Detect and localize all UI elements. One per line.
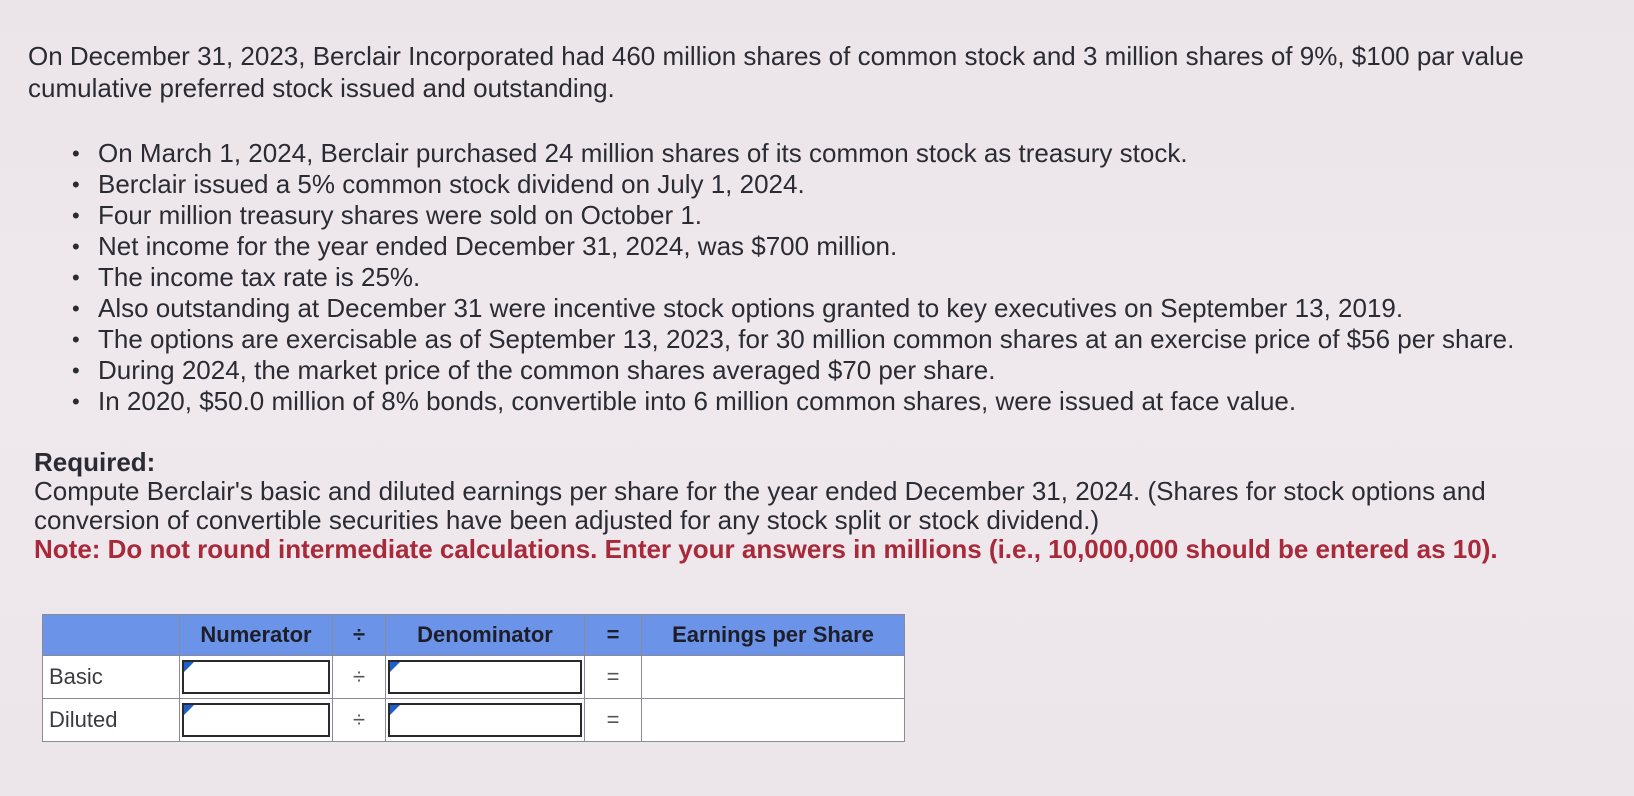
bullet-icon: • [72, 234, 80, 259]
fact-text: On March 1, 2024, Berclair purchased 24 million shares of its common stock as treasury stock. [98, 138, 1188, 168]
fact-text: The options are exercisable as of September 13, 2023, for 30 million common shares at an exercise price of $56 per share. [98, 324, 1515, 354]
required-section [34, 448, 1604, 564]
table-row [43, 699, 905, 742]
facts-list [72, 138, 1634, 417]
input-flag-icon [390, 705, 400, 715]
list-item [72, 386, 1634, 417]
list-item [72, 355, 1634, 386]
fact-text: Berclair issued a 5% common stock dividend on July 1, 2024. [98, 169, 805, 199]
input-flag-icon [184, 705, 194, 715]
diluted-denominator-cell [386, 699, 585, 742]
bullet-icon: • [72, 327, 80, 352]
basic-denominator-cell [386, 656, 585, 699]
header-denominator: Denominator [386, 615, 585, 656]
rounding-note: Note: Do not round intermediate calculations. Enter your answers in millions (i.e., 10,000,000 should be entered as 10). [34, 534, 1498, 564]
eps-answer-table [42, 614, 905, 742]
basic-numerator-cell [180, 656, 333, 699]
required-instructions: Compute Berclair's basic and diluted earnings per share for the year ended December 31, 2024. (Shares for stock options and conversion of convertible securities have been adjusted for any stock split or stock dividend.) [34, 476, 1486, 535]
bullet-icon: • [72, 358, 80, 383]
bullet-icon: • [72, 296, 80, 321]
list-item [72, 231, 1634, 262]
equals-sign: = [585, 699, 642, 742]
fact-text: Four million treasury shares were sold on October 1. [98, 200, 703, 230]
problem-intro: On December 31, 2023, Berclair Incorporated had 460 million shares of common stock and 3 million shares of 9%, $100 par value cumulative preferred stock issued and outstanding. [28, 41, 1524, 103]
fact-text: In 2020, $50.0 million of 8% bonds, convertible into 6 million common shares, were issued at face value. [98, 386, 1297, 416]
bullet-icon: • [72, 203, 80, 228]
fact-text: During 2024, the market price of the common shares averaged $70 per share. [98, 355, 996, 385]
required-heading: Required: [34, 447, 156, 477]
list-item [72, 262, 1634, 293]
list-item [72, 169, 1634, 200]
input-flag-icon [184, 662, 194, 672]
bullet-icon: • [72, 389, 80, 414]
bullet-icon: • [72, 265, 80, 290]
fact-text: Net income for the year ended December 31, 2024, was $700 million. [98, 231, 898, 261]
diluted-numerator-cell [180, 699, 333, 742]
header-equals-sign: = [585, 615, 642, 656]
header-numerator: Numerator [180, 615, 333, 656]
diluted-denominator-input[interactable] [388, 703, 582, 737]
equals-sign: = [585, 656, 642, 699]
list-item [72, 324, 1634, 355]
bullet-icon: • [72, 141, 80, 166]
fact-text: The income tax rate is 25%. [98, 262, 421, 292]
row-label-basic: Basic [43, 656, 180, 699]
basic-eps-result [642, 656, 905, 699]
header-earnings-per-share: Earnings per Share [642, 615, 905, 656]
table-row [43, 656, 905, 699]
basic-denominator-input[interactable] [388, 660, 582, 694]
list-item [72, 200, 1634, 231]
input-flag-icon [390, 662, 400, 672]
bullet-icon: • [72, 172, 80, 197]
header-blank-cell [43, 615, 180, 656]
row-label-diluted: Diluted [43, 699, 180, 742]
basic-numerator-input[interactable] [182, 660, 330, 694]
fact-text: Also outstanding at December 31 were incentive stock options granted to key executives on September 13, 2019. [98, 293, 1404, 323]
divide-sign: ÷ [333, 699, 386, 742]
divide-sign: ÷ [333, 656, 386, 699]
list-item [72, 138, 1634, 169]
header-divide-sign: ÷ [333, 615, 386, 656]
diluted-numerator-input[interactable] [182, 703, 330, 737]
diluted-eps-result [642, 699, 905, 742]
table-header-row [43, 615, 905, 656]
list-item [72, 293, 1634, 324]
